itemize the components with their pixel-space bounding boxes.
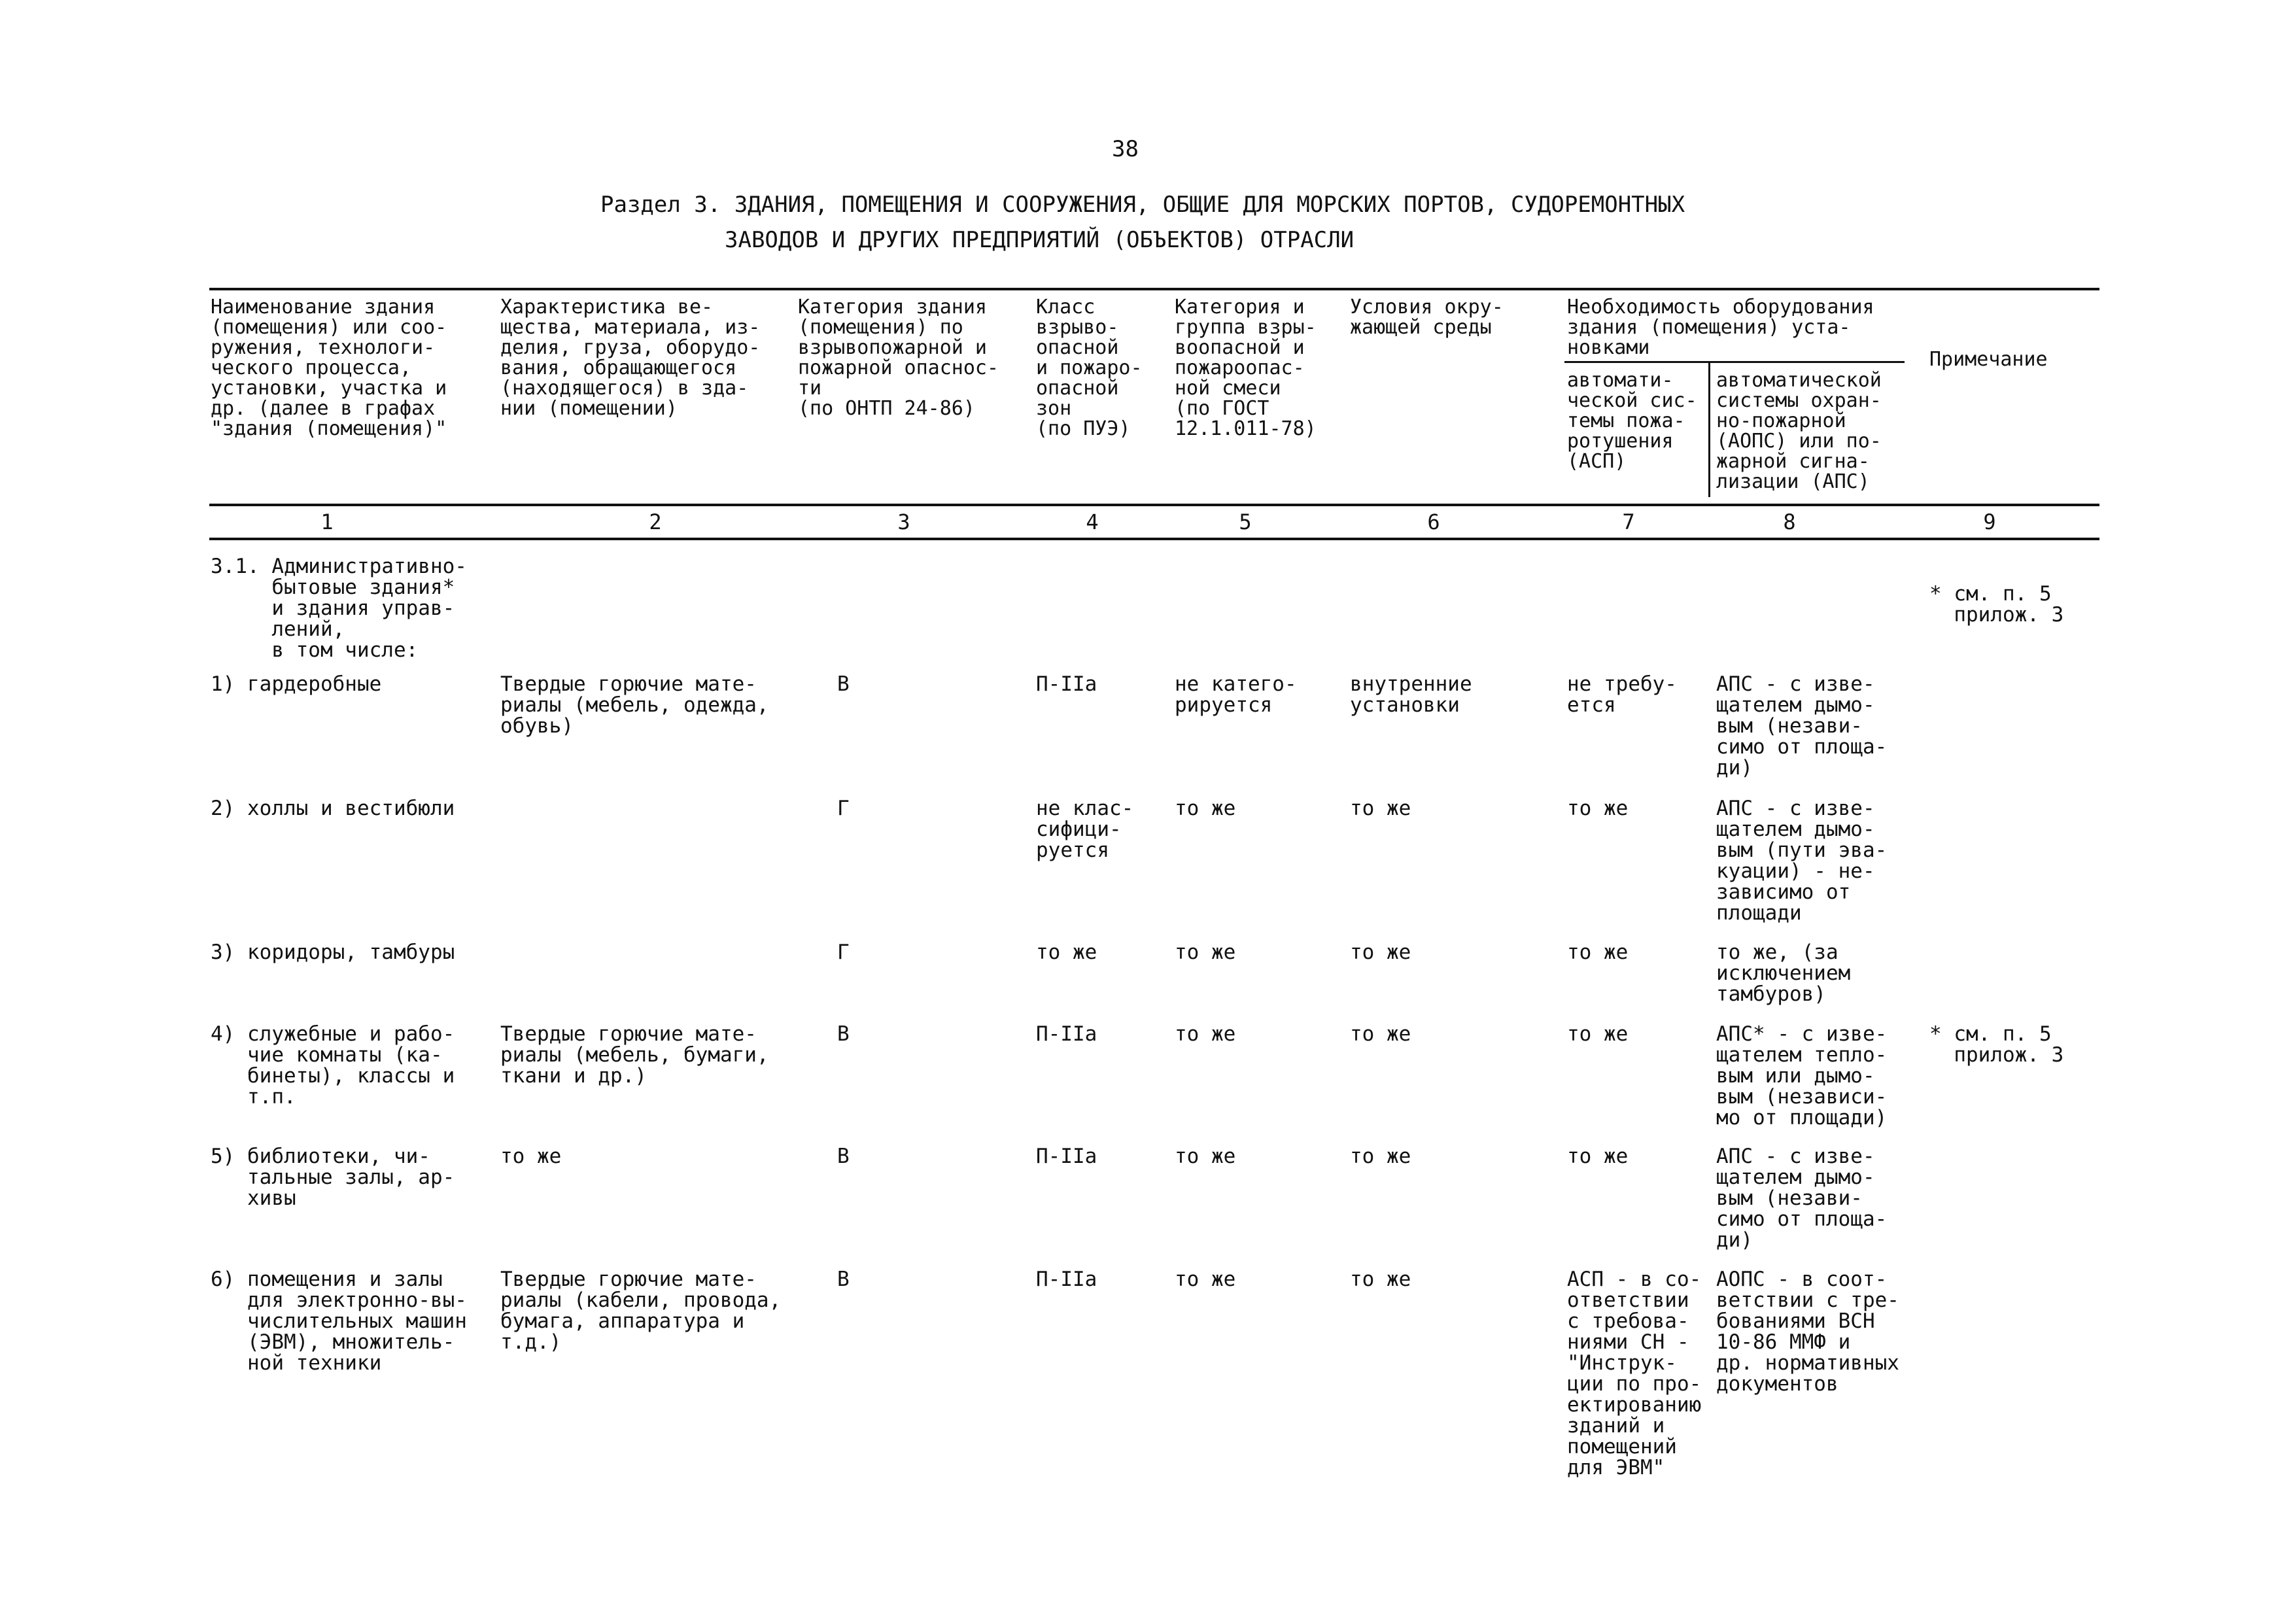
header-col-8: автоматической системы охран- но-пожарной (АОПС) или по- жарной сигна- лизации (АПС) <box>1716 369 1882 493</box>
row-6-asp: АСП - в со- ответствии с требова- ниями СН - "Инструк- ции по про- ектированию зданий и помещений для ЭВМ" <box>1567 1268 1702 1479</box>
row-3-asp: то же <box>1567 941 1629 964</box>
row-1-environment: внутренние установки <box>1350 672 1472 717</box>
header-col-6: Условия окру- жающей среды <box>1350 296 1504 339</box>
column-number-2: 2 <box>649 510 662 534</box>
row-6-category: В <box>837 1268 850 1291</box>
header-col-7: автомати- ческой сис- темы пожа- ротушения (АСП) <box>1567 369 1697 473</box>
column-number-6: 6 <box>1427 510 1440 534</box>
row-5-asp: то же <box>1567 1145 1629 1168</box>
row-5-name: 5) библиотеки, чи- тальные залы, ар- хивы <box>211 1145 455 1210</box>
title-line-2: ЗАВОДОВ И ДРУГИХ ПРЕДПРИЯТИЙ (ОБЪЕКТОВ) ОТРАСЛИ <box>725 227 1355 253</box>
row-2-aps: АПС - с изве- щателем дымо- вым (пути эва- куации) - не- зависимо от площади <box>1716 797 1888 925</box>
section-heading: 3.1. Административно- бытовые здания* и здания управ- лений, в том числе: <box>211 555 467 662</box>
section-footnote-ref: * см. п. 5 прилож. 3 <box>1929 582 2064 627</box>
row-3-zone-class: то же <box>1036 941 1097 964</box>
section-title <box>600 187 1685 258</box>
column-number-1: 1 <box>320 510 334 534</box>
row-5-material: то же <box>500 1145 562 1168</box>
row-4-category: В <box>837 1022 850 1046</box>
row-2-environment: то же <box>1350 797 1411 820</box>
row-2-asp: то же <box>1567 797 1629 820</box>
header-bottom-rule <box>209 504 2099 506</box>
row-4-mixture: то же <box>1175 1022 1236 1046</box>
row-6-mixture: то же <box>1175 1268 1236 1291</box>
row-4-environment: то же <box>1350 1022 1411 1046</box>
header-col-5: Категория и группа взры- воопасной и пожароопас- ной смеси (по ГОСТ 12.1.011-78) <box>1175 296 1317 440</box>
row-1-aps: АПС - с изве- щателем дымо- вым (незави- симо от площа- ди) <box>1716 672 1888 780</box>
row-4-zone-class: П-IIa <box>1036 1022 1097 1046</box>
header-col-9: Примечание <box>1929 348 2048 371</box>
row-3-mixture: то же <box>1175 941 1236 964</box>
column-number-3: 3 <box>897 510 910 534</box>
row-5-category: В <box>837 1145 850 1168</box>
row-1-material: Твердые горючие мате- риалы (мебель, одежда, обувь) <box>500 672 769 738</box>
row-1-name: 1) гардеробные <box>211 672 382 696</box>
row-1-category: В <box>837 672 850 696</box>
header-col-2: Характеристика ве- щества, материала, из- делия, груза, оборудо- вания, обращающегося (находящегося) в зда- нии (помещении) <box>500 296 761 420</box>
row-2-name: 2) холлы и вестибюли <box>211 797 455 820</box>
row-6-aps: АОПС - в соот- ветствии с тре- бованиями ВСН 10-86 ММФ и др. нормативных документов <box>1716 1268 1899 1396</box>
row-6-environment: то же <box>1350 1268 1411 1291</box>
row-4-aps: АПС* - с изве- щателем тепло- вым или дымо- вым (независи- мо от площади) <box>1716 1022 1888 1130</box>
group-sub-rule <box>1564 361 1905 363</box>
row-1-zone-class: П-IIa <box>1036 672 1097 696</box>
row-5-aps: АПС - с изве- щателем дымо- вым (незави- симо от площа- ди) <box>1716 1145 1888 1252</box>
row-2-mixture: то же <box>1175 797 1236 820</box>
row-1-mixture: не катего- рируется <box>1175 672 1297 717</box>
row-4-material: Твердые горючие мате- риалы (мебель, бумаги, ткани и др.) <box>500 1022 769 1088</box>
column-number-7: 7 <box>1622 510 1635 534</box>
row-4-name: 4) служебные и рабо- чие комнаты (ка- бинеты), классы и т.п. <box>211 1022 455 1109</box>
table-top-rule <box>209 288 2099 290</box>
row-3-environment: то же <box>1350 941 1411 964</box>
row-6-zone-class: П-IIa <box>1036 1268 1097 1291</box>
row-1-asp: не требу- ется <box>1567 672 1677 717</box>
row-5-environment: то же <box>1350 1145 1411 1168</box>
row-3-category: Г <box>837 941 850 964</box>
row-4-asp: то же <box>1567 1022 1629 1046</box>
row-5-mixture: то же <box>1175 1145 1236 1168</box>
header-col-7-8-group: Необходимость оборудования здания (помещения) уста- новками <box>1567 296 1874 359</box>
title-line-1: Раздел 3. ЗДАНИЯ, ПОМЕЩЕНИЯ И СООРУЖЕНИЯ, ОБЩИЕ ДЛЯ МОРСКИХ ПОРТОВ, СУДОРЕМОНТНЫХ <box>600 192 1685 218</box>
row-2-zone-class: не клас- сифици- руется <box>1036 797 1134 862</box>
group-divider-line <box>1708 361 1710 497</box>
row-3-name: 3) коридоры, тамбуры <box>211 941 455 964</box>
header-col-1: Наименование здания (помещения) или соо- ружения, технологи- ческого процесса, установки, участка и др. (далее в графах "здания (помещения)" <box>211 296 447 440</box>
row-3-aps: то же, (за исключением тамбуров) <box>1716 941 1851 1006</box>
column-number-5: 5 <box>1239 510 1252 534</box>
row-6-material: Твердые горючие мате- риалы (кабели, провода, бумага, аппаратура и т.д.) <box>500 1268 782 1354</box>
column-number-8: 8 <box>1783 510 1796 534</box>
page-number: 38 <box>1112 136 1139 162</box>
row-2-category: Г <box>837 797 850 820</box>
row-6-name: 6) помещения и залы для электронно-вы- числительных машин (ЭВМ), множитель- ной техники <box>211 1268 467 1375</box>
numbers-bottom-rule <box>209 538 2099 540</box>
column-number-4: 4 <box>1086 510 1099 534</box>
row-4-note: * см. п. 5 прилож. 3 <box>1929 1022 2064 1067</box>
header-col-3: Категория здания (помещения) по взрывопожарной и пожарной опаснос- ти (по ОНТП 24-86) <box>798 296 999 420</box>
row-5-zone-class: П-IIa <box>1036 1145 1097 1168</box>
column-number-9: 9 <box>1983 510 1996 534</box>
header-col-4: Класс взрыво- опасной и пожаро- опасной зон (по ПУЭ) <box>1036 296 1143 440</box>
